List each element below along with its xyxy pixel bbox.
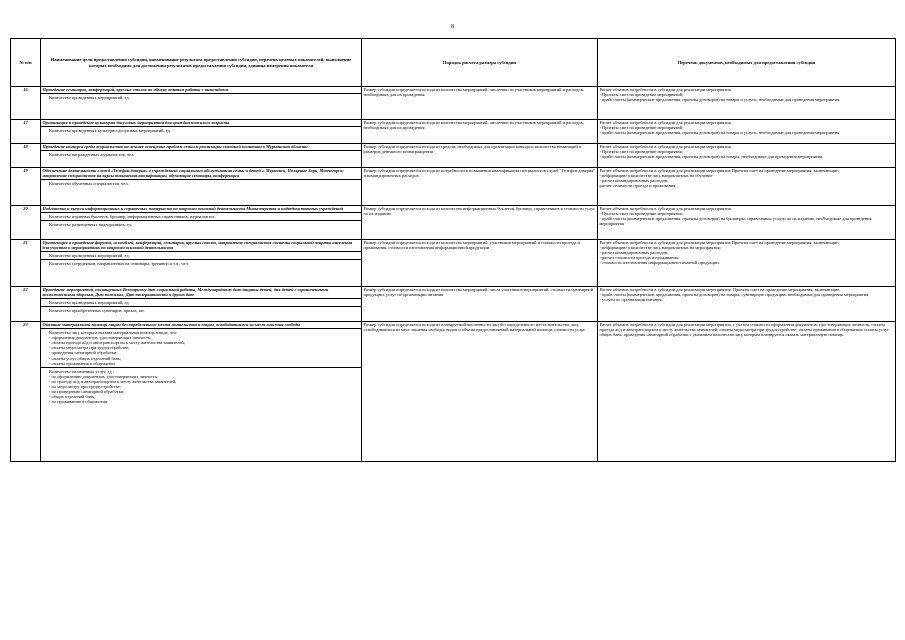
row-number: 17 <box>11 120 41 144</box>
table-row <box>11 287 896 322</box>
calc-cell: Размер субсидии определяется исходя из количества мероприятий, участников мероприятий и стоимости проезда и проживания, стоимости изготовления информационной продукции <box>362 240 598 287</box>
indicator: Количество проведенных мероприятий, ед. <box>41 251 361 258</box>
table-row <box>11 87 896 120</box>
goal-cell <box>41 287 362 322</box>
calc-cell: Размер субсидии определяется исходя из количества мероприятий, численности участников мероприятий и расходов, необходимых для их проведения <box>362 87 598 120</box>
calc-cell: Размер субсидии определяется исходя из потребности в повышении квалификации специалистов служб "Телефон доверия" и командировочных расходов <box>362 168 598 206</box>
table-header-row <box>11 39 896 87</box>
row-number: 18 <box>11 144 41 168</box>
table-row <box>11 120 896 144</box>
goal-title: Подготовка и выпуск информационных и справочных материалов по вопросам основной деятельности Министерства и подведомственных учреждений <box>42 206 344 211</box>
row-number: 21 <box>11 240 41 287</box>
indicator: Количество проведенных культурно-досуговых мероприятий, ед. <box>41 126 361 133</box>
row-number: 22 <box>11 287 41 322</box>
goal-cell <box>41 87 362 120</box>
row-number: 23 <box>11 322 41 462</box>
header-goal: Наименование цели предоставления субсидии, наименование результата предоставления субсидии, перечень целевых показателей, выполнение которых необходимо для достижения результатов предоставления субсидии, единица измерения показателя <box>41 39 362 87</box>
header-num: № п/п <box>11 39 41 87</box>
header-calc: Порядок расчета размера субсидии <box>362 39 598 87</box>
docs-cell: Расчет объемов потребности в субсидии для реализации мероприятия. - Проекты смет на проведение мероприятия; - прайс-листы (коммерческие предложения, проекты договоров) на товары, необходимые для проведения мероприятия. <box>598 144 896 168</box>
calc-cell: Размер субсидии определяется исходя из планируемой численности лиц без определенного места жительства, лиц, освободившихся из мест лишения свободы, видов и объема предоставляемой материальной помощи, стоимости услуг. <box>362 322 598 462</box>
table-row <box>11 240 896 287</box>
goal-cell <box>41 206 362 240</box>
indicator: Количество оплаченных услуг, ед.: - по оформлению документов, удостоверяющих личность; - по проезду ж/д и автотранспортом к месту жительства заявителей; - по медосмотру при трудоустройстве; - по проведению санитарной обработки; - общих отделений бань; - по проживанию в общежитии <box>41 367 361 405</box>
goal-title: Организация и проведение культурно-досуговых мероприятий для граждан пожилого возраста <box>42 120 230 125</box>
table-row <box>11 168 896 206</box>
indicator: Количество изданных буклетов, брошюр, информационных справочников, журналов шт. <box>41 212 361 219</box>
indicator: Количество приобретенных сувениров, призов, шт. <box>41 306 361 313</box>
calc-cell: Размер субсидии определяется исходя из количества мероприятий, числа участников мероприятий, стоимости сувенирной продукции, услуг по организации питания <box>362 287 598 322</box>
table-row <box>11 206 896 240</box>
indicator: Количество размещенных видеороликов, ед. <box>41 220 361 227</box>
goal-title: Организация и проведение форумов, ассамблей, конференций, семинаров, круглых столов, направление специалистов системы социальной защиты населения для участия в мероприятиях по вопросам основной деятельности <box>42 240 353 251</box>
indicator: Количество проведенных мероприятий, ед. <box>41 93 361 100</box>
table-row <box>11 144 896 168</box>
docs-cell: Расчет объемов потребности в субсидии для реализации мероприятия. - Проекты смет на проведение мероприятия; - прайс-листы (коммерческие предложения, проекты договоров) на брошюры, справочники, услуги по их изданию, необходимые для проведения мероприятия <box>598 206 896 240</box>
goal-cell <box>41 322 362 462</box>
calc-cell: Размер субсидии определяется исходя из количества мероприятий, численности участников мероприятий и расходов, необходимых для их проведения <box>362 120 598 144</box>
goal-title: Проведение семинаров, конференций, круглых столов по обмену опытом работы с инвалидами <box>42 87 229 92</box>
goal-title: Проведение конкурса среди журналистов на лучшее освещение проблем семьи и реализации семейной политики в Мурманской области <box>42 144 308 149</box>
goal-cell <box>41 120 362 144</box>
goal-title: Проведение мероприятий, посвященных Всемирному дню социальной работы, Международному дню защиты детей, дня детей с ограниченными возможностями здоровья, Дню пожилых, Дню толерантности и других дат <box>42 287 329 298</box>
goal-title: Обеспечение деятельности служб «Телефон доверия» в учреждениях социального обслуживания семьи и детей г. Мурманск, Полярные Зори, Мончегорск; направление специалистов на курсы повышения квалификации, обучающие семинары, конференции <box>42 168 344 179</box>
docs-cell: Расчет объемов потребности в субсидии для реализации мероприятия - Проекты смет на проведение мероприятий; - прайс-листы (коммерческие предложения, проекты договоров) на товары и услуги, необходимые для проведения мероприятия. <box>598 87 896 120</box>
row-number: 16 <box>11 87 41 120</box>
header-docs: Перечень документов, необходимых для предоставления субсидии <box>598 39 896 87</box>
calc-cell: Размер субсидии определяется исходя из средств, необходимых для организации конкурса, количества номинаций и размеров денежного вознаграждения <box>362 144 598 168</box>
row-number: 19 <box>11 168 41 206</box>
indicator: Количество проведенных мероприятий, ед. <box>41 298 361 305</box>
docs-cell: Расчет объемов потребности в субсидии для реализации мероприятия Проекты смет на проведение мероприятия, включающие: - информацию о количестве лиц, направляемых на мероприятия; - расчет командировочных расходов; - расчет стоимости проезда и проживания; - стоимость изготовления информационно-печатной продукции. <box>598 240 896 287</box>
table-row <box>11 322 896 462</box>
subsidy-table <box>10 38 896 462</box>
goal-cell <box>41 144 362 168</box>
docs-cell: Расчет объемов потребности в субсидии для реализации мероприятия, с учетом стоимости оформления документов, удостоверяющих личность, оплаты проезда ж/д и автотранспортом к месту жительства заявителей; оплаты медосмотра при трудоустройстве; оплаты проживания в общежитии; оплаты услуг общих бань, проведения санитарной обработки с указанием количества лиц, которым планируется оказать материальную помощь. <box>598 322 896 462</box>
goal-title: Оказание материальной помощи лицам без определенного места жительства и лицам, освободившимся из мест лишения свободы <box>42 322 301 327</box>
row-number: 20 <box>11 206 41 240</box>
page-number: 8 <box>451 24 454 30</box>
docs-cell: Расчет объемов потребности в субсидии для реализации мероприятия Проекты смет на проведение мероприятия, включающие: - информацию о количестве лиц, направляемых на обучение - расчет командировочных расходов; расчет стоимости проезда и проживания. <box>598 168 896 206</box>
goal-cell <box>41 168 362 206</box>
calc-cell: Размер субсидии определяется исходя из количества информационных буклетов, брошюр, справочников и стоимости услуг по их изданию <box>362 206 598 240</box>
goal-cell <box>41 240 362 287</box>
docs-cell: Расчет объемов потребности в субсидии для реализации мероприятия. - Проекты смет на проведение мероприятий; - прайс-листы (коммерческие предложения, проекты договоров) на товары и услуги, необходимые для проведения мероприятия. <box>598 120 896 144</box>
indicator: Количество сотрудников, направленных на семинары, тренинги и т.п., чел <box>41 259 361 266</box>
docs-cell: Расчет объемов потребности в субсидии для реализации мероприятия. Проекты смет на проведение мероприятия, включающие: - прайс-листы (коммерческие предложения, проекты договоров) на товары, сувенирную продукцию необходимые для проведения мероприятия; - услуги по организации питания. <box>598 287 896 322</box>
indicator: Количество награжденных журналистов, чел. <box>41 150 361 157</box>
indicator: Количество обученных специалистов, чел. <box>41 179 361 186</box>
indicator: Количество лиц, которым оказана материальная помощь в виде, чел: - оформления документов, удостоверяющих личность; - оплаты проезда ж/д и автотранспортом к месту жительства заявителей; - оплаты медосмотра при трудоустройстве; - проведения санитарной обработки; - оплаты услуг общих отделений бань; - оплаты проживания в общежитии <box>41 328 361 366</box>
table-body <box>11 87 896 462</box>
